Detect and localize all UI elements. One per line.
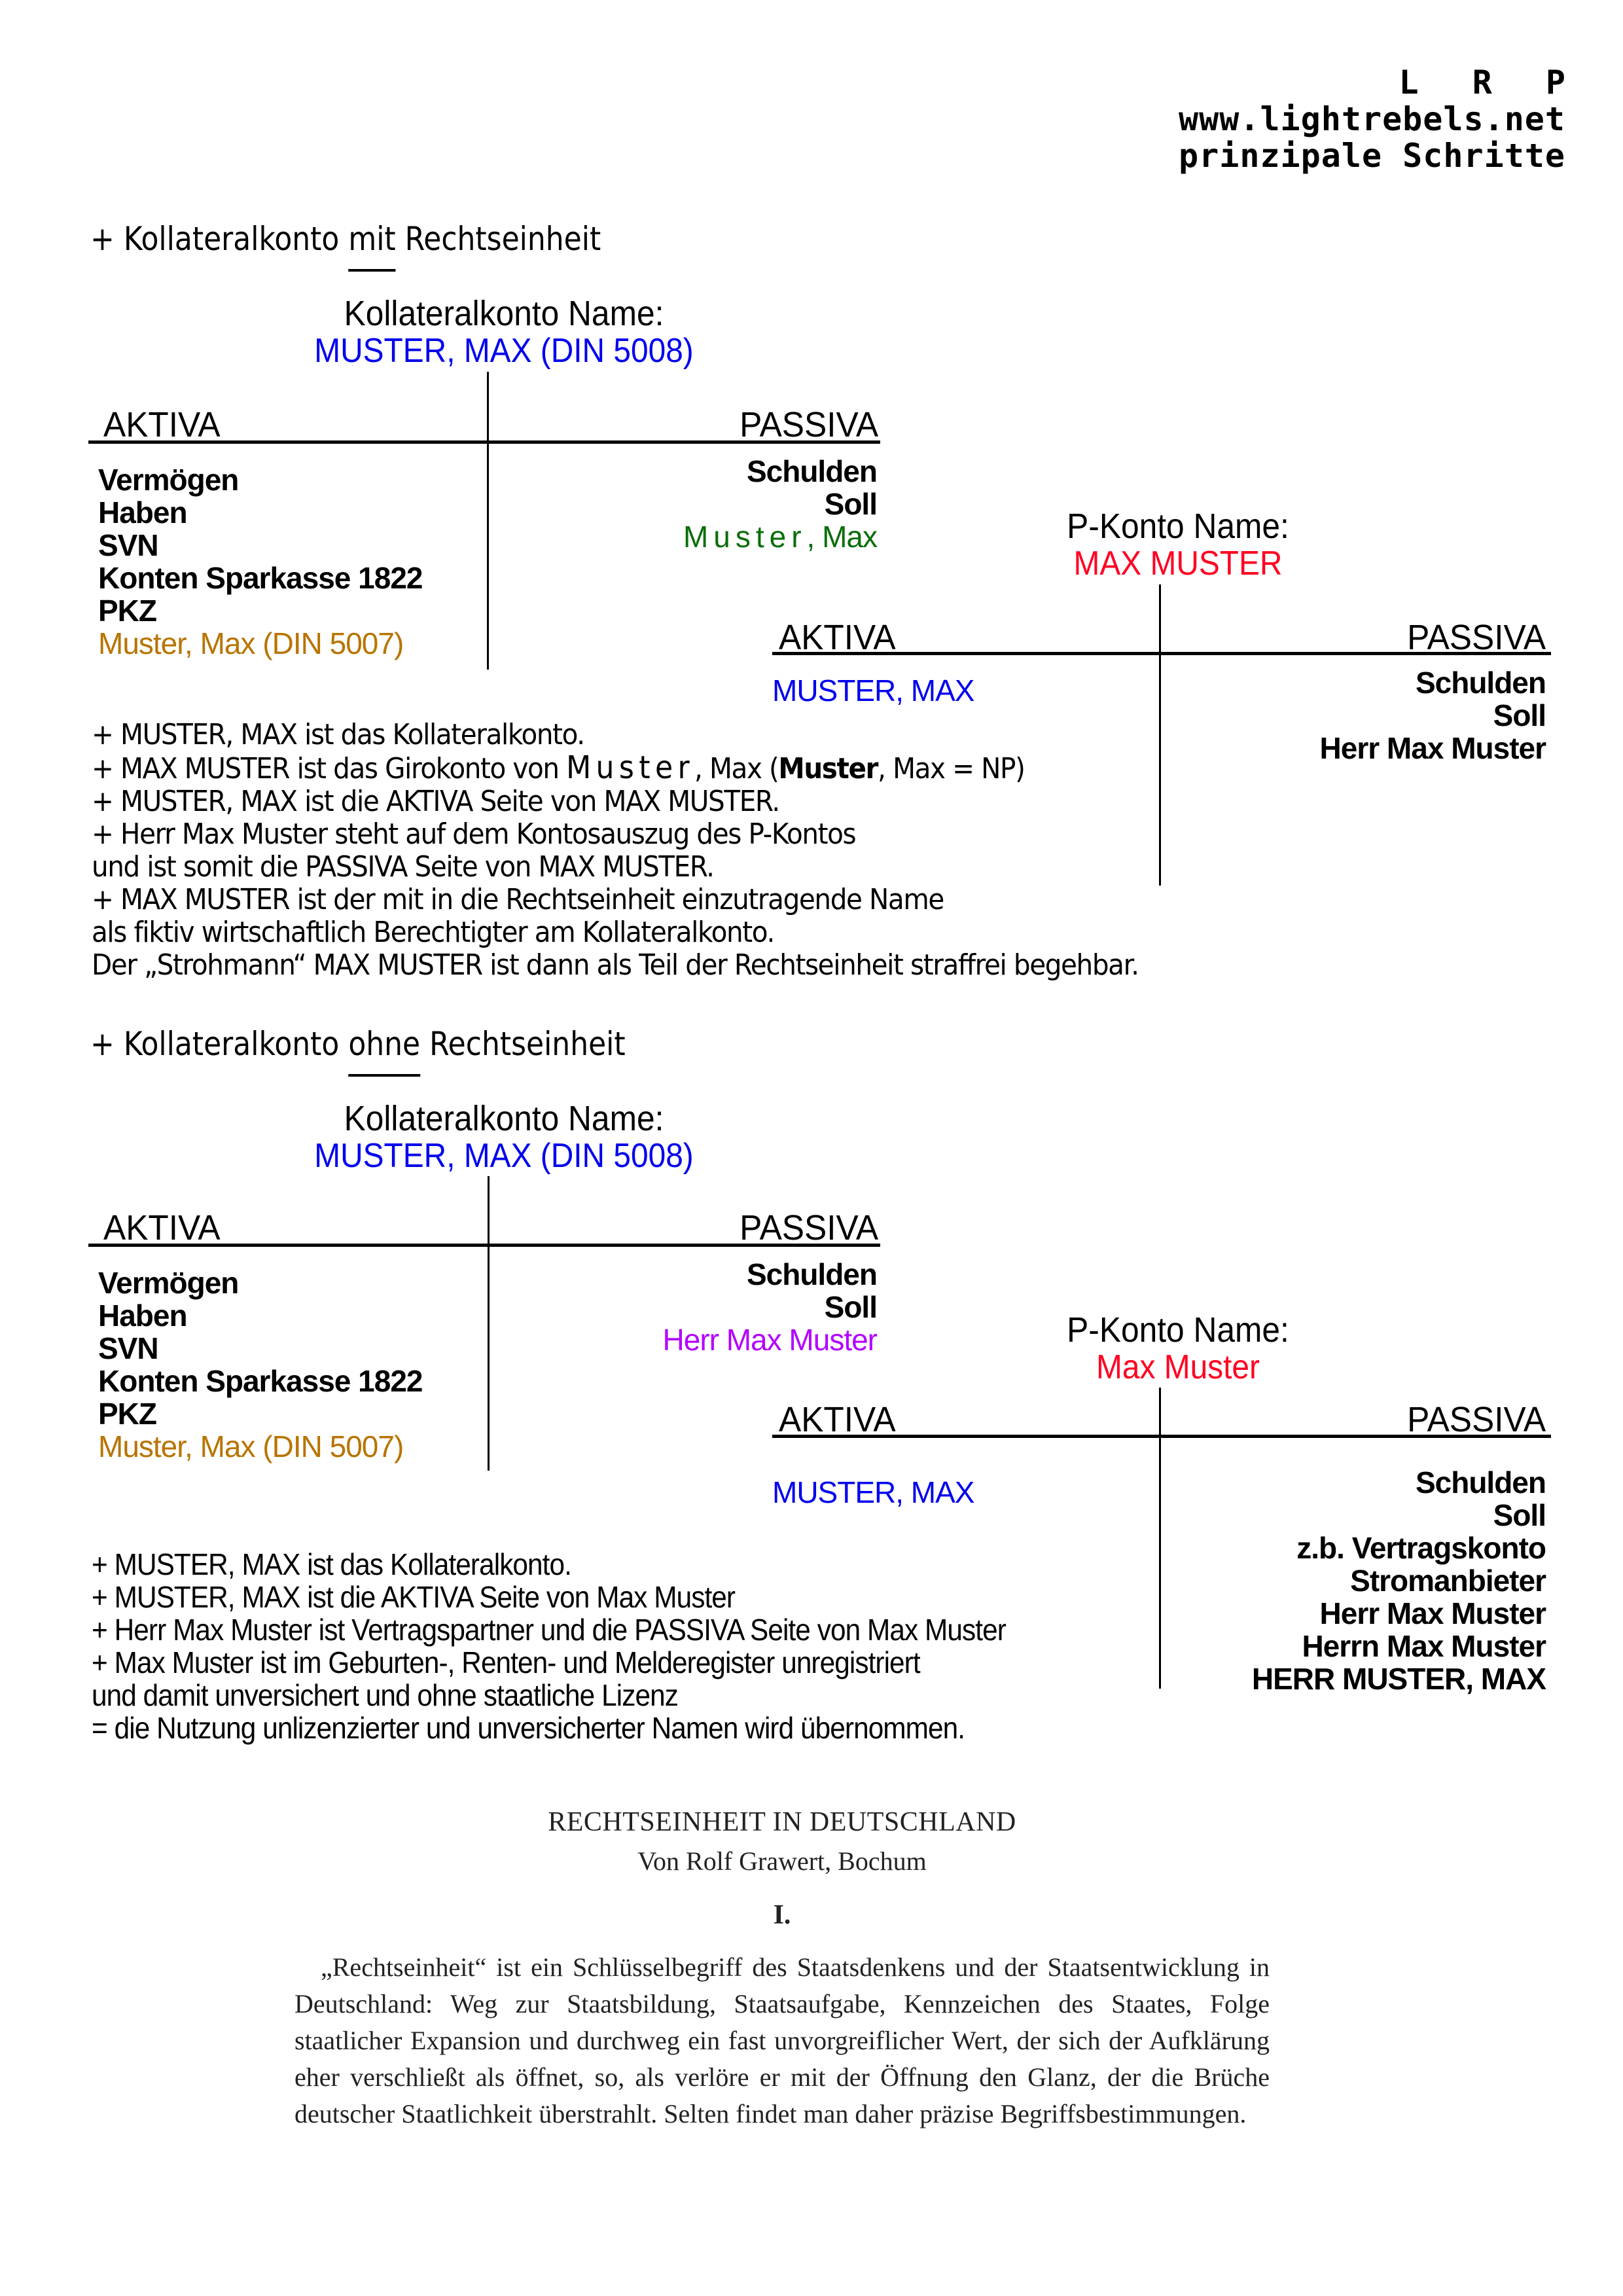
pkonto-name: Max Muster [1096,1348,1260,1386]
passiva-items [683,455,877,553]
passiva-item: Stromanbieter [1350,1564,1546,1598]
t-account-divider-vertical [487,372,489,670]
brand-header [1179,63,1582,175]
note-line: + Max Muster ist im Geburten-, Renten- und Melderegister unregistriert [92,1645,920,1679]
aktiva-item: SVN [98,1331,158,1365]
note-line: und ist somit die PASSIVA Seite von MAX MUSTER. [92,850,714,884]
pkonto-passiva-items [1252,1466,1546,1695]
aktiva-item: SVN [98,528,158,562]
pkonto-1-header [870,507,1486,582]
note-line: = die Nutzung unlizenzierter und unversicherter Namen wird übernommen. [92,1711,965,1745]
pkonto-aktiva-item: MUSTER, MAX [772,1475,974,1509]
aktiva-item-din5007: Muster, Max (DIN 5007) [98,626,404,660]
t-account-divider-vertical [488,1176,490,1471]
passiva-item: Herr Max Muster [1319,731,1546,765]
spaced-name: Muster [683,520,807,554]
aktiva-items [98,463,423,660]
passiva-items [663,1258,877,1356]
article-excerpt [294,1806,1270,2132]
note-text: , Max = NP) [878,752,1025,785]
pkonto-passiva-items [1320,666,1546,764]
collateral-account-2-header [216,1100,792,1174]
passiva-item-np [683,520,877,553]
article-paragraph: „Rechtseinheit“ ist ein Schlüsselbegriff des Staatsdenkens und der Staatsentwicklung in Deutschland: Weg zur Staatsbildung, Staatsaufgabe, Kennzeichen des Staates, Folge staatlicher Expansion und durchweg ein fast unvorgreiflicher Wert, der sich der Aufklärung eher verschließt als öffnet, so, als verlöre er mit der Öffnung den Glanz, der die Brüche deutscher Staatlichkeit überstrahlt. Selten findet man daher präzise Begriffsbestimmungen. [294,1952,1270,2128]
note-line: + Herr Max Muster ist Vertragspartner und die PASSIVA Seite von Max Muster [92,1613,1006,1647]
note-line: + MUSTER, MAX ist die AKTIVA Seite von MAX MUSTER. [92,785,779,818]
brand-tagline: prinzipale Schritte [1179,137,1565,175]
section1-heading [90,219,601,259]
aktiva-item-din5007: Muster, Max (DIN 5007) [98,1429,404,1463]
heading-suffix: Rechtseinheit [395,220,601,258]
aktiva-item: Haben [98,495,187,529]
brand-short: L R P [1399,63,1582,101]
passiva-item: Schulden [746,1257,877,1291]
name-rest: , Max [806,520,877,554]
note-line: + MUSTER, MAX ist die AKTIVA Seite von Max Muster [92,1580,736,1614]
passiva-item: z.b. Vertragskonto [1296,1531,1546,1565]
note-spaced-name: Muster [566,749,694,786]
note-line [92,751,1139,785]
heading-prefix: + Kollateralkonto [90,220,349,258]
article-section-number: I. [773,1900,791,1930]
passiva-item: Herr Max Muster [1319,1596,1546,1630]
brand-website: www.lightrebels.net [1179,100,1565,138]
aktiva-label: AKTIVA [103,1208,221,1247]
collateral-account-title: Kollateralkonto Name: [344,294,664,333]
note-text: , Max ( [694,752,779,785]
article-author: Von Rolf Grawert, Bochum [637,1846,927,1876]
section1-notes [92,719,1139,982]
heading-suffix: Rechtseinheit [420,1025,626,1063]
note-line: + MAX MUSTER ist der mit in die Rechtseinheit einzutragende Name [92,883,944,916]
heading-prefix: + Kollateralkonto [90,1025,349,1063]
aktiva-item: Konten Sparkasse 1822 [98,561,423,595]
aktiva-label: AKTIVA [103,405,221,444]
passiva-item: Schulden [746,454,877,488]
pkonto-2-header [870,1311,1486,1386]
t-account-divider-vertical [1159,584,1161,886]
note-line: und damit unversichert und ohne staatliche Lizenz [92,1678,678,1712]
aktiva-label: AKTIVA [779,1400,896,1439]
note-line: + MUSTER, MAX ist das Kollateralkonto. [92,1547,571,1581]
collateral-account-name: MUSTER, MAX (DIN 5008) [314,332,694,370]
collateral-account-name: MUSTER, MAX (DIN 5008) [314,1137,694,1175]
passiva-item: Soll [824,487,877,521]
aktiva-item: Konten Sparkasse 1822 [98,1364,423,1398]
note-line: + Herr Max Muster steht auf dem Kontosauszug des P-Kontos [92,817,856,851]
aktiva-item: Vermögen [98,1266,239,1300]
pkonto-aktiva-item: MUSTER, MAX [772,673,974,708]
aktiva-item: PKZ [98,594,156,628]
article-title: RECHTSEINHEIT IN DEUTSCHLAND [548,1807,1016,1837]
passiva-item: Schulden [1415,1465,1546,1499]
article-body [294,1949,1270,2132]
pkonto-title: P-Konto Name: [1067,1310,1289,1350]
note-line: Der „Strohmann“ MAX MUSTER ist dann als Teil der Rechtseinheit straffrei begehbar. [92,948,1139,982]
passiva-label: PASSIVA [1407,1400,1546,1439]
collateral-account-1-header [216,295,792,369]
aktiva-item: Vermögen [98,463,239,497]
note-line: + MUSTER, MAX ist das Kollateralkonto. [92,718,584,751]
heading-emphasis: mit [348,220,396,258]
aktiva-label: AKTIVA [779,618,896,657]
note-bold-name: Muster [778,752,878,785]
aktiva-items [98,1266,423,1463]
note-line: als fiktiv wirtschaftlich Berechtigter am Kollateralkonto. [92,916,774,949]
passiva-item: Soll [1493,1498,1546,1532]
passiva-item: Soll [824,1290,877,1324]
pkonto-name: MAX MUSTER [1073,545,1283,583]
section2-notes [92,1548,1006,1744]
passiva-label: PASSIVA [740,405,878,444]
passiva-label: PASSIVA [1407,618,1546,657]
t-account-divider-vertical [1159,1388,1161,1689]
passiva-item: HERR MUSTER, MAX [1251,1662,1546,1696]
aktiva-item: PKZ [98,1397,156,1431]
collateral-account-title: Kollateralkonto Name: [344,1099,664,1138]
aktiva-item: Haben [98,1299,187,1333]
passiva-item: Schulden [1415,666,1546,700]
passiva-item: Soll [1493,698,1546,732]
passiva-item-herr: Herr Max Muster [662,1323,877,1357]
pkonto-title: P-Konto Name: [1067,507,1289,546]
note-text: + MAX MUSTER ist das Girokonto von [92,752,567,785]
section2-heading [90,1024,626,1064]
passiva-label: PASSIVA [740,1208,878,1247]
heading-emphasis: ohne [348,1025,421,1063]
passiva-item: Herrn Max Muster [1302,1629,1546,1663]
